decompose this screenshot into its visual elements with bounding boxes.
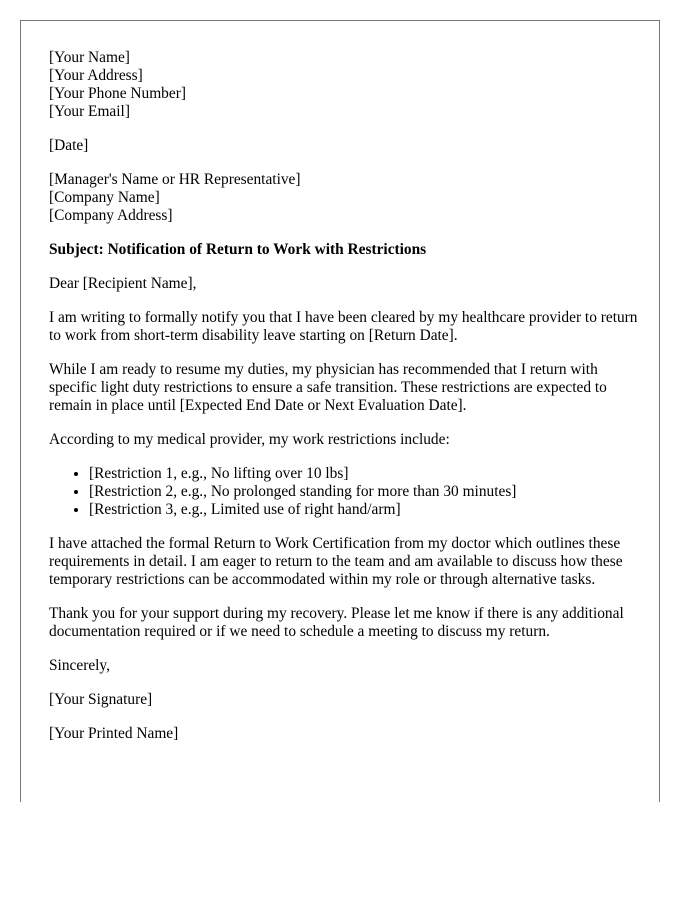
printed-name: [Your Printed Name]: [49, 725, 179, 742]
paragraph-restrictions-intro: While I am ready to resume my duties, my physician has recommended that I return with specific light duty restrictions to ensure a safe transition. These restrictions are expected to remain in place until [Expected End Date or Next Evaluation Date].: [49, 361, 607, 414]
subject-line: Subject: Notification of Return to Work with Restrictions: [49, 241, 427, 258]
restrictions-list: [49, 465, 641, 519]
sender-name: [Your Name]: [49, 49, 130, 66]
list-item: • [Restriction 2, e.g., No prolonged standing for more than 30 minutes]: [89, 483, 641, 501]
salutation: Dear [Recipient Name],: [49, 275, 197, 292]
recipient-company-address: [Company Address]: [49, 207, 173, 224]
signature: [Your Signature]: [49, 691, 153, 708]
sender-block: [49, 49, 641, 121]
recipient-name: [Manager's Name or HR Representative]: [49, 171, 301, 188]
letter-page: [20, 20, 660, 802]
paragraph-thanks: Thank you for your support during my recovery. Please let me know if there is any additional documentation required or if we need to schedule a meeting to discuss my return.: [49, 605, 624, 640]
signoff: Sincerely,: [49, 657, 110, 674]
letter-date: [Date]: [49, 137, 89, 154]
recipient-block: [49, 171, 641, 225]
paragraph-certification: I have attached the formal Return to Work Certification from my doctor which outlines these requirements in detail. I am eager to return to the team and am available to discuss how these temporary restrictions can be accommodated within my role or through alternative tasks.: [49, 535, 623, 588]
sender-email: [Your Email]: [49, 103, 130, 120]
letter-content: [49, 49, 641, 759]
paragraph-notification: I am writing to formally notify you that I have been cleared by my healthcare provider to return to work from short-term disability leave starting on [Return Date].: [49, 309, 638, 344]
sender-address: [Your Address]: [49, 67, 143, 84]
list-item: • [Restriction 3, e.g., Limited use of right hand/arm]: [89, 501, 641, 519]
paragraph-restrictions-lead: According to my medical provider, my work restrictions include:: [49, 431, 450, 448]
list-item: • [Restriction 1, e.g., No lifting over 10 lbs]: [89, 465, 641, 483]
sender-phone: [Your Phone Number]: [49, 85, 186, 102]
recipient-company: [Company Name]: [49, 189, 160, 206]
